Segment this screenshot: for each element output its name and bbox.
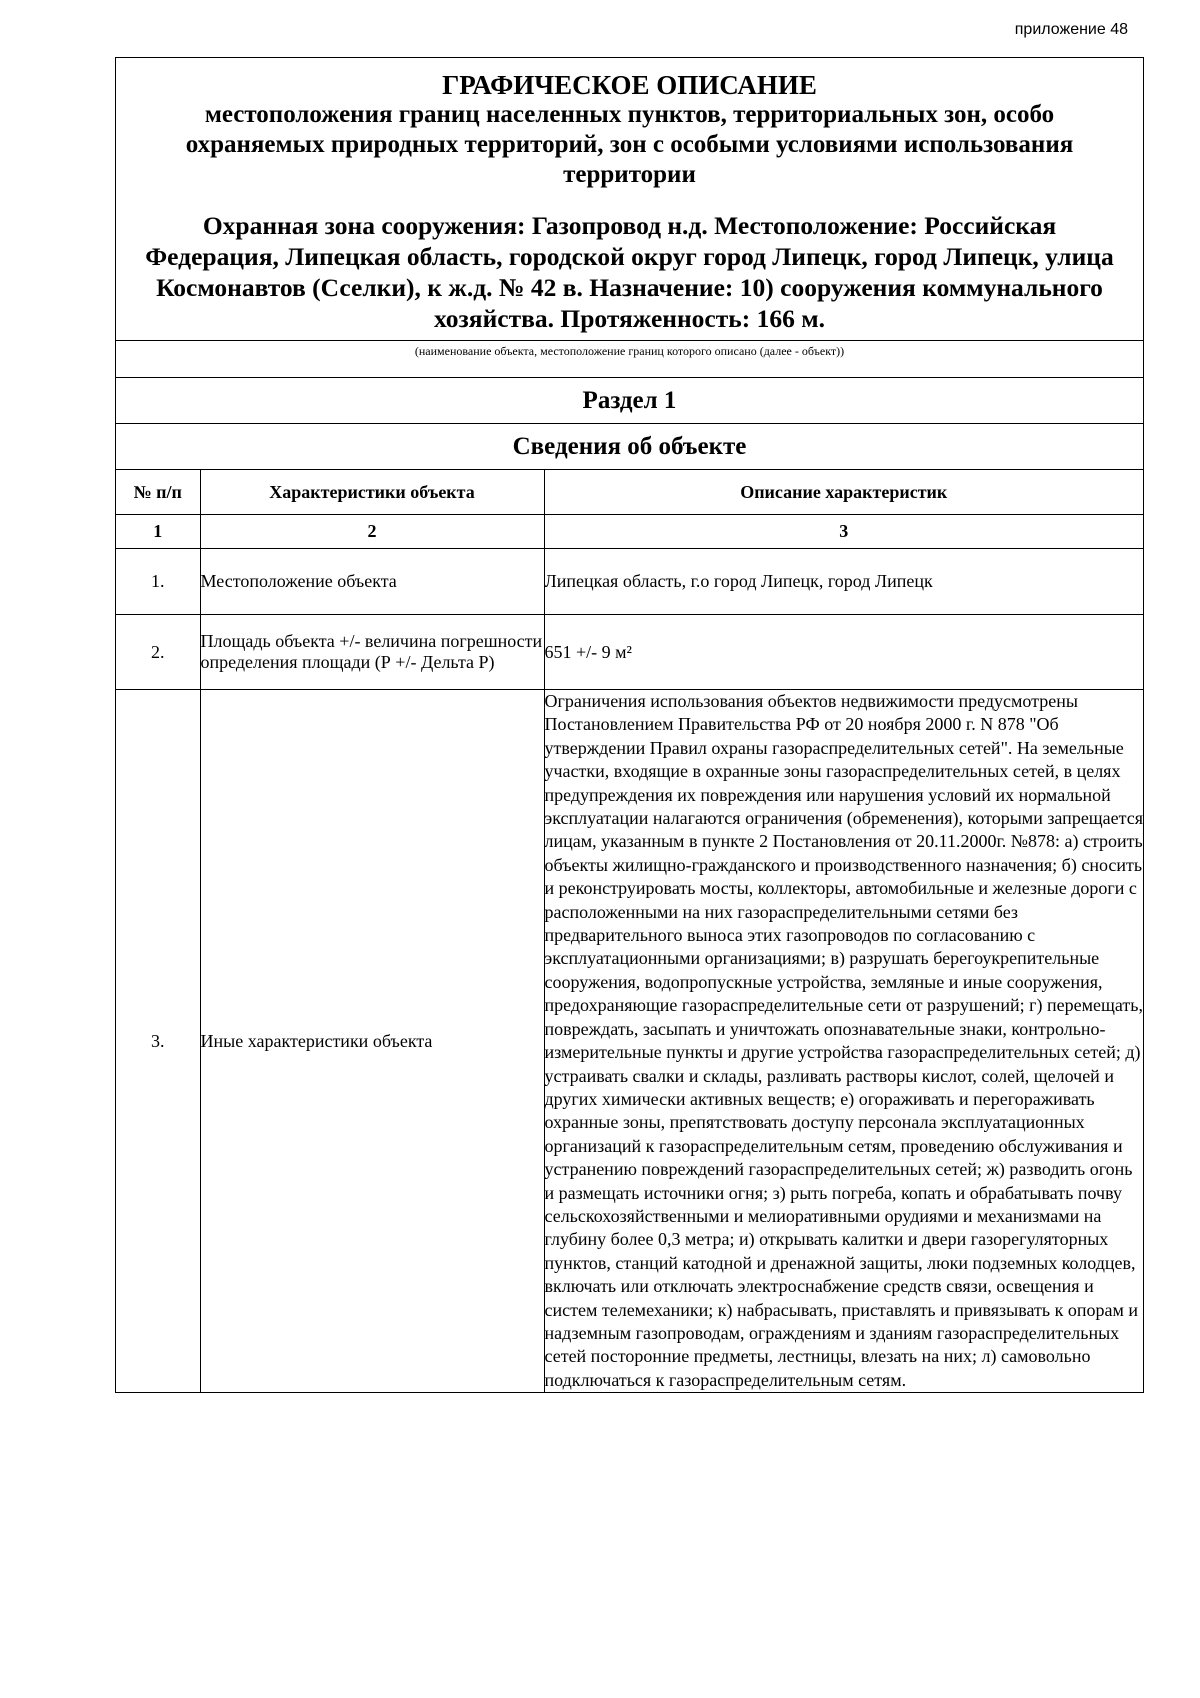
section-subtitle: Сведения об объекте [116, 424, 1143, 470]
object-info-table [116, 470, 1143, 1392]
appendix-label: приложение 48 [1014, 21, 1128, 38]
row-description: Ограничения использования объектов недвижимости предусмотрены Постановлением Правительства РФ от 20 ноября 2000 г. N 878 "Об утверждении Правил охраны газораспределительных сетей". На земельные участки, входящие в охранные зоны газораспределительных сетей, в целях предупреждения их повреждения или нарушения условий их нормальной эксплуатации налагаются ограничения (обременения), которыми запрещается лицам, указанным в пункте 2 Постановления от 20.11.2000г. №878: а) строить объекты жилищно-гражданского и производственного назначения; б) сносить и реконструировать мосты, коллекторы, автомобильные и железные дороги с расположенными на них газораспределительными сетями без предварительного выноса этих газопроводов по согласованию с эксплуатационными организациями; в) разрушать берегоукрепительные сооружения, водопропускные устройства, земляные и иные сооружения, предохраняющие газораспределительные сети от разрушений; г) перемещать, повреждать, засыпать и уничтожать опознавательные знаки, контрольно-измерительные пункты и другие устройства газораспределительных сетей; д) устраивать свалки и склады, разливать растворы кислот, солей, щелочей и других химически активных веществ; е) огораживать и перегораживать охранные зоны, препятствовать доступу персонала эксплуатационных организаций к газораспределительным сетям, проведению обслуживания и устранению повреждений газораспределительных сетей; ж) разводить огонь и размещать источники огня; з) рыть погреба, копать и обрабатывать почву сельскохозяйственными и мелиоративными орудиями и механизмами на глубину более 0,3 метра; и) открывать калитки и двери газорегуляторных пунктов, станций катодной и дренажной защиты, люки подземных колодцев, включать или отключать электроснабжение средств связи, освещения и систем телемеханики; к) набрасывать, приставлять и привязывать к опорам и надземным газопроводам, ограждениям и зданиям газораспределительных сетей посторонние предметы, лестницы, влезать на них; л) самовольно подключаться к газораспределительным сетям. [544, 690, 1143, 1393]
table-header-row [116, 470, 1143, 515]
column-number: 1 [116, 515, 200, 549]
column-number: 2 [200, 515, 544, 549]
column-number: 3 [544, 515, 1143, 549]
document-title: ГРАФИЧЕСКОЕ ОПИСАНИЕ [442, 70, 817, 100]
header-number: № п/п [116, 470, 200, 515]
row-number: 1. [116, 549, 200, 615]
table-row [116, 549, 1143, 615]
object-name: Охранная зона сооружения: Газопровод н.д. Местоположение: Российская Федерация, Липецкая область, городской округ город Липецк, город Липецк, улица Космонавтов (Сселки), к ж.д. № 42 в. Назначение: 10) сооружения коммунального хозяйства. Протяженность: 166 м. [145, 211, 1114, 333]
header-characteristic: Характеристики объекта [200, 470, 544, 515]
document-subtitle: местоположения границ населенных пунктов, территориальных зон, особо охраняемых природных территорий, зон с особыми условиями использования территории [185, 101, 1074, 188]
object-name-caption: (наименование объекта, местоположение границ которого описано (далее - объект)) [116, 340, 1143, 377]
row-characteristic: Иные характеристики объекта [200, 690, 544, 1393]
table-row [116, 615, 1143, 690]
column-number-row [116, 515, 1143, 549]
table-row [116, 690, 1143, 1393]
row-number: 2. [116, 615, 200, 690]
row-number: 3. [116, 690, 200, 1393]
row-description: 651 +/- 9 м² [544, 615, 1143, 690]
header-description: Описание характеристик [544, 470, 1143, 515]
row-characteristic: Местоположение объекта [200, 549, 544, 615]
header-block [116, 58, 1143, 378]
section-title: Раздел 1 [116, 378, 1143, 424]
document-frame [115, 57, 1144, 1393]
row-characteristic: Площадь объекта +/- величина погрешности определения площади (Р +/- Дельта Р) [200, 615, 544, 690]
row-description: Липецкая область, г.о город Липецк, город Липецк [544, 549, 1143, 615]
